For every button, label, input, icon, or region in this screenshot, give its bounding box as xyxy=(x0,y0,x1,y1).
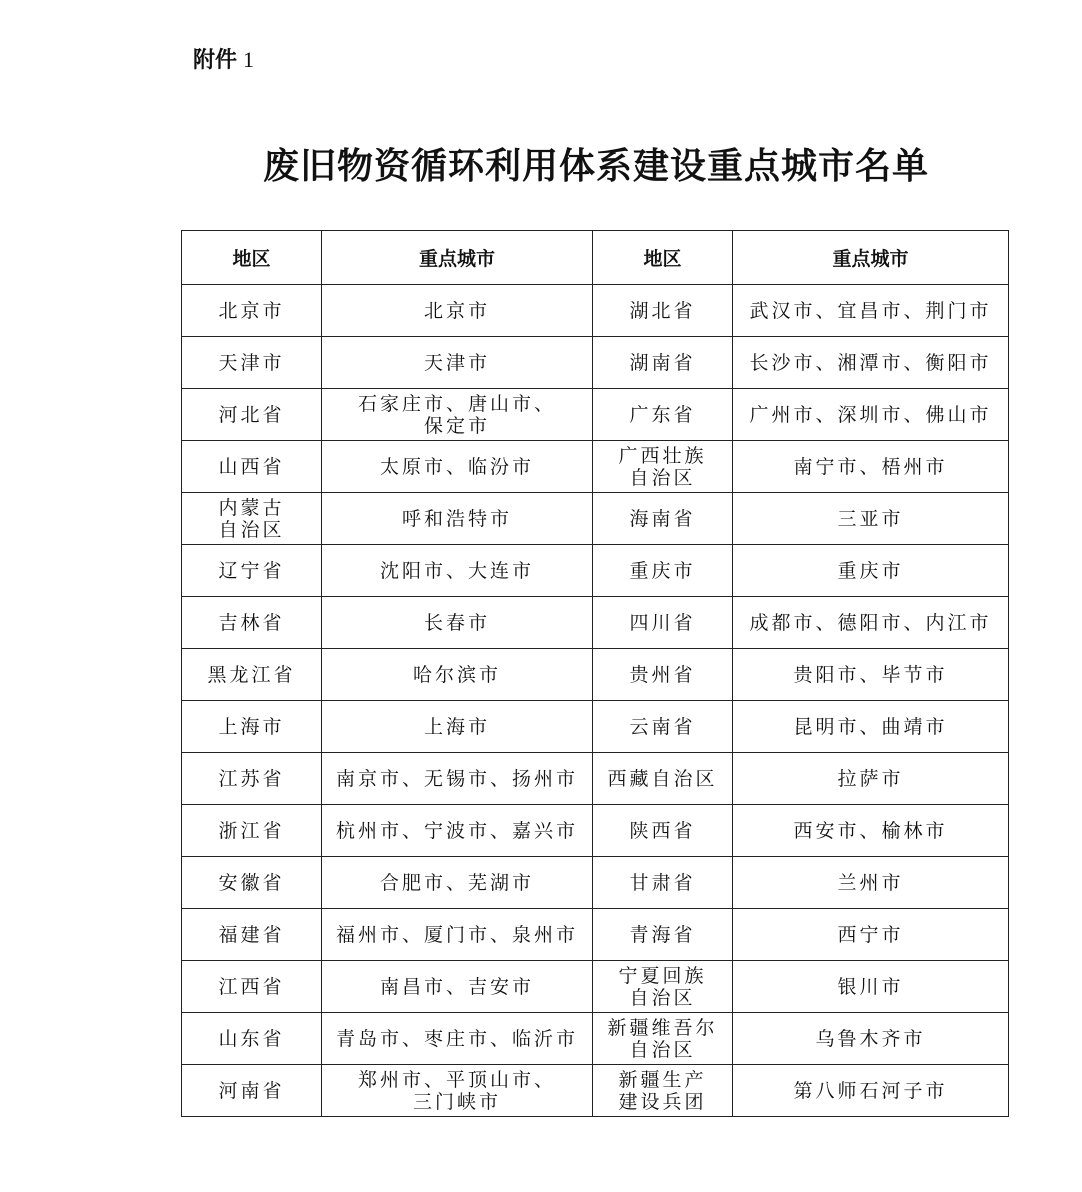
table-row xyxy=(182,857,1009,909)
table-row xyxy=(182,285,1009,337)
region-cell-left xyxy=(182,441,322,493)
region-cell-right-text: 贵州省 xyxy=(629,663,696,686)
table-body xyxy=(182,285,1009,1117)
cities-cell-right-text: 成都市、德阳市、内江市 xyxy=(749,611,992,634)
region-cell-left-text: 江苏省 xyxy=(218,767,285,790)
header-cities-right: 重点城市 xyxy=(733,231,1009,285)
region-cell-left xyxy=(182,597,322,649)
table-row xyxy=(182,909,1009,961)
cities-cell-left-text: 呼和浩特市 xyxy=(401,507,512,530)
region-cell-right-text: 四川省 xyxy=(629,611,696,634)
cities-cell-left-text: 石家庄市、唐山市、 保定市 xyxy=(357,392,556,437)
region-cell-left xyxy=(182,337,322,389)
region-cell-right xyxy=(593,805,733,857)
cities-cell-left-text: 上海市 xyxy=(423,715,490,738)
region-cell-right-text: 西藏自治区 xyxy=(607,767,718,790)
cities-cell-right-text: 三亚市 xyxy=(837,507,904,530)
region-cell-left xyxy=(182,493,322,545)
cities-cell-left xyxy=(322,701,593,753)
cities-cell-left xyxy=(322,1013,593,1065)
cities-cell-left xyxy=(322,597,593,649)
region-cell-right-text: 广西壮族 自治区 xyxy=(618,444,707,489)
cities-cell-right xyxy=(733,1013,1009,1065)
cities-cell-right-text: 长沙市、湘潭市、衡阳市 xyxy=(749,351,992,374)
region-cell-left-text: 福建省 xyxy=(218,923,285,946)
region-cell-right xyxy=(593,1013,733,1065)
cities-cell-left xyxy=(322,1065,593,1117)
region-cell-left-text: 安徽省 xyxy=(218,871,285,894)
region-cell-right-text: 广东省 xyxy=(629,403,696,426)
region-cell-left-text: 山西省 xyxy=(218,455,285,478)
cities-cell-right-text: 拉萨市 xyxy=(837,767,904,790)
table-row xyxy=(182,441,1009,493)
region-cell-left-text: 辽宁省 xyxy=(218,559,285,582)
cities-cell-right-text: 乌鲁木齐市 xyxy=(815,1027,926,1050)
key-cities-table xyxy=(181,230,1009,1117)
cities-cell-right-text: 西安市、榆林市 xyxy=(793,819,948,842)
region-cell-right xyxy=(593,753,733,805)
attachment-label xyxy=(193,44,254,77)
region-cell-right-text: 海南省 xyxy=(629,507,696,530)
region-cell-right xyxy=(593,337,733,389)
region-cell-right xyxy=(593,1065,733,1117)
region-cell-left xyxy=(182,649,322,701)
cities-cell-left xyxy=(322,857,593,909)
table-row xyxy=(182,493,1009,545)
region-cell-left xyxy=(182,545,322,597)
attachment-label-text: 附件 xyxy=(193,48,238,73)
cities-cell-left xyxy=(322,805,593,857)
cities-cell-right-text: 贵阳市、毕节市 xyxy=(793,663,948,686)
region-cell-right-text: 新疆维吾尔 自治区 xyxy=(607,1016,718,1061)
region-cell-right xyxy=(593,493,733,545)
cities-cell-right xyxy=(733,857,1009,909)
cities-cell-left-text: 天津市 xyxy=(423,351,490,374)
region-cell-right-text: 甘肃省 xyxy=(629,871,696,894)
cities-cell-right xyxy=(733,1065,1009,1117)
cities-cell-right xyxy=(733,961,1009,1013)
cities-cell-right-text: 南宁市、梧州市 xyxy=(793,455,948,478)
region-cell-right xyxy=(593,701,733,753)
region-cell-right-text: 新疆生产 建设兵团 xyxy=(618,1068,707,1113)
cities-cell-right xyxy=(733,753,1009,805)
cities-cell-left-text: 长春市 xyxy=(423,611,490,634)
cities-cell-right xyxy=(733,337,1009,389)
region-cell-right-text: 云南省 xyxy=(629,715,696,738)
region-cell-left-text: 北京市 xyxy=(218,299,285,322)
cities-cell-left-text: 沈阳市、大连市 xyxy=(379,559,534,582)
cities-cell-left xyxy=(322,753,593,805)
cities-cell-left xyxy=(322,649,593,701)
cities-cell-right xyxy=(733,389,1009,441)
region-cell-right xyxy=(593,649,733,701)
region-cell-left-text: 河南省 xyxy=(218,1079,285,1102)
cities-cell-left-text: 合肥市、芜湖市 xyxy=(379,871,534,894)
cities-cell-right xyxy=(733,701,1009,753)
cities-cell-right-text: 第八师石河子市 xyxy=(793,1079,948,1102)
region-cell-right xyxy=(593,285,733,337)
region-cell-left-text: 浙江省 xyxy=(218,819,285,842)
region-cell-right xyxy=(593,545,733,597)
cities-cell-right-text: 兰州市 xyxy=(837,871,904,894)
region-cell-left-text: 河北省 xyxy=(218,403,285,426)
table-row xyxy=(182,1013,1009,1065)
cities-cell-left xyxy=(322,285,593,337)
region-cell-left xyxy=(182,701,322,753)
region-cell-left xyxy=(182,1013,322,1065)
region-cell-right-text: 陕西省 xyxy=(629,819,696,842)
region-cell-left-text: 山东省 xyxy=(218,1027,285,1050)
region-cell-right-text: 宁夏回族 自治区 xyxy=(618,964,707,1009)
region-cell-right xyxy=(593,441,733,493)
region-cell-left xyxy=(182,753,322,805)
table-row xyxy=(182,389,1009,441)
table-row xyxy=(182,1065,1009,1117)
cities-cell-left xyxy=(322,493,593,545)
cities-cell-left-text: 郑州市、平顶山市、 三门峡市 xyxy=(357,1068,556,1113)
cities-cell-left xyxy=(322,961,593,1013)
table-header-row xyxy=(182,231,1009,285)
cities-cell-right xyxy=(733,597,1009,649)
table-row xyxy=(182,753,1009,805)
region-cell-left xyxy=(182,857,322,909)
cities-cell-left-text: 北京市 xyxy=(423,299,490,322)
region-cell-right xyxy=(593,389,733,441)
cities-cell-left-text: 青岛市、枣庄市、临沂市 xyxy=(335,1027,578,1050)
region-cell-left-text: 吉林省 xyxy=(218,611,285,634)
table-row xyxy=(182,597,1009,649)
table-row xyxy=(182,701,1009,753)
region-cell-left xyxy=(182,1065,322,1117)
cities-cell-left-text: 哈尔滨市 xyxy=(412,663,501,686)
region-cell-left-text: 上海市 xyxy=(218,715,285,738)
cities-cell-left-text: 太原市、临汾市 xyxy=(379,455,534,478)
header-cities-left: 重点城市 xyxy=(322,231,593,285)
cities-cell-right xyxy=(733,441,1009,493)
cities-cell-right xyxy=(733,493,1009,545)
cities-cell-right-text: 武汉市、宜昌市、荆门市 xyxy=(749,299,992,322)
table-row xyxy=(182,805,1009,857)
region-cell-left-text: 黑龙江省 xyxy=(207,663,296,686)
cities-cell-right xyxy=(733,805,1009,857)
header-region-right: 地区 xyxy=(593,231,733,285)
header-region-left: 地区 xyxy=(182,231,322,285)
cities-cell-right-text: 重庆市 xyxy=(837,559,904,582)
cities-cell-left xyxy=(322,545,593,597)
table-row xyxy=(182,961,1009,1013)
region-cell-left xyxy=(182,805,322,857)
region-cell-right xyxy=(593,597,733,649)
cities-cell-left-text: 杭州市、宁波市、嘉兴市 xyxy=(335,819,578,842)
cities-cell-left xyxy=(322,441,593,493)
cities-cell-right xyxy=(733,649,1009,701)
region-cell-right xyxy=(593,909,733,961)
region-cell-left-text: 天津市 xyxy=(218,351,285,374)
cities-cell-left xyxy=(322,337,593,389)
cities-cell-left xyxy=(322,909,593,961)
cities-cell-right xyxy=(733,285,1009,337)
region-cell-left xyxy=(182,285,322,337)
region-cell-right xyxy=(593,857,733,909)
cities-cell-right xyxy=(733,545,1009,597)
cities-cell-right-text: 广州市、深圳市、佛山市 xyxy=(749,403,992,426)
region-cell-left-text: 江西省 xyxy=(218,975,285,998)
attachment-number: 1 xyxy=(243,47,255,72)
cities-cell-left xyxy=(322,389,593,441)
region-cell-left xyxy=(182,909,322,961)
cities-cell-right-text: 银川市 xyxy=(837,975,904,998)
region-cell-right-text: 重庆市 xyxy=(629,559,696,582)
document-title: 废旧物资循环利用体系建设重点城市名单 xyxy=(262,145,929,187)
region-cell-right xyxy=(593,961,733,1013)
region-cell-left xyxy=(182,389,322,441)
cities-cell-left-text: 南京市、无锡市、扬州市 xyxy=(335,767,578,790)
region-cell-left xyxy=(182,961,322,1013)
table-row xyxy=(182,649,1009,701)
cities-cell-left-text: 福州市、厦门市、泉州市 xyxy=(335,923,578,946)
region-cell-right-text: 青海省 xyxy=(629,923,696,946)
cities-cell-left-text: 南昌市、吉安市 xyxy=(379,975,534,998)
region-cell-right-text: 湖南省 xyxy=(629,351,696,374)
cities-cell-right xyxy=(733,909,1009,961)
cities-cell-right-text: 昆明市、曲靖市 xyxy=(793,715,948,738)
region-cell-left-text: 内蒙古 自治区 xyxy=(218,496,285,541)
region-cell-right-text: 湖北省 xyxy=(629,299,696,322)
cities-cell-right-text: 西宁市 xyxy=(837,923,904,946)
table-row xyxy=(182,337,1009,389)
table-row xyxy=(182,545,1009,597)
